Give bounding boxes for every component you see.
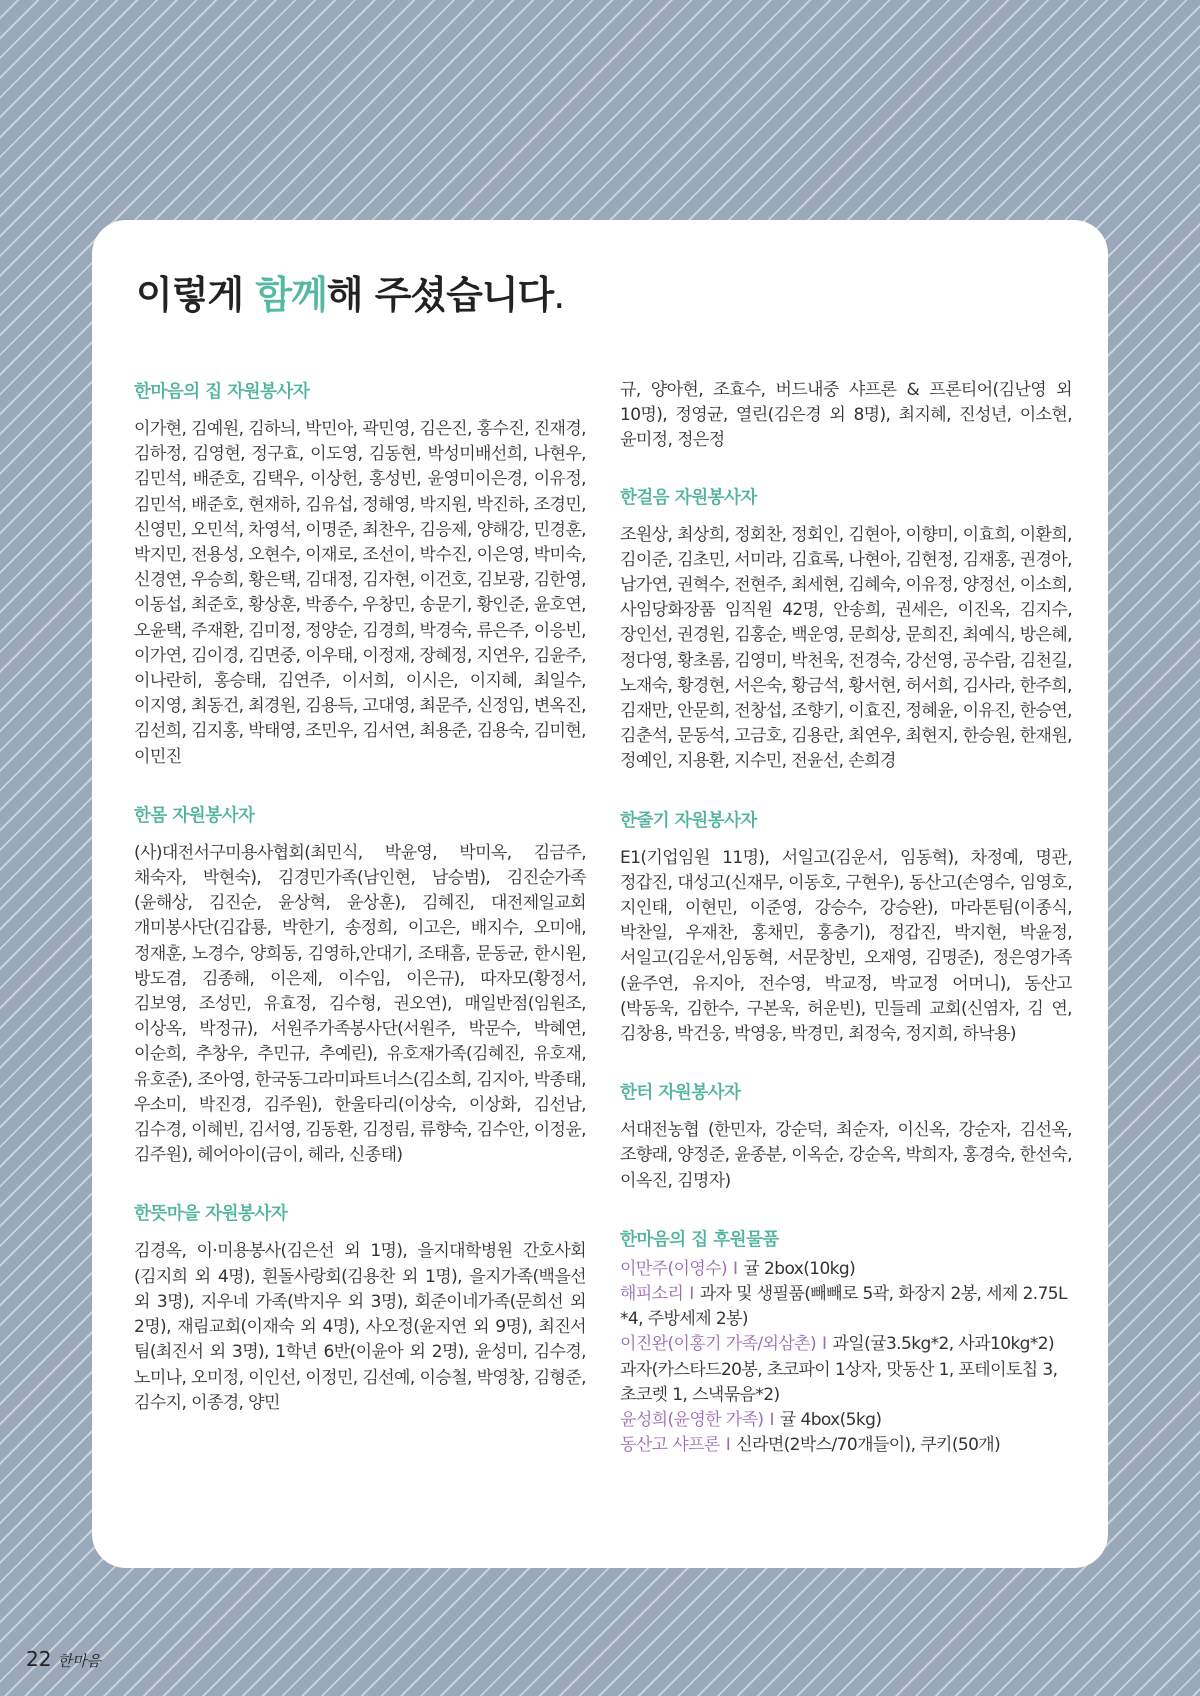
section-hangeoleum-volunteers (620, 484, 1072, 775)
content-card (92, 220, 1108, 1568)
section-continued (620, 378, 1072, 454)
separator: I (725, 1435, 731, 1456)
section-body: 규, 양아현, 조효수, 버드내중 샤프론 & 프론티어(김난영 외 10명), 정영균, 열린(김은경 외 8명), 최지혜, 진성년, 이소현, 윤미정, 정은정 (620, 380, 1072, 451)
donation-text: 과일(귤3.5kg*2, 사과10kg*2) 과자(카스타드20봉, 초코파이 1상자, 맛동산 1, 포테이토칩 3, 초코렛 1, 스낵묶음*2) (620, 1334, 1058, 1405)
section-title: 한걸음 자원봉사자 (620, 487, 757, 508)
donor-name: 이진완(이홍기 가족/외삼촌) (620, 1334, 817, 1355)
section-donations (620, 1226, 1072, 1459)
section-title: 한뜻마을 자원봉사자 (134, 1204, 288, 1225)
donor-name: 해피소리 (620, 1284, 684, 1305)
page-footer (26, 1647, 101, 1671)
title-post: 해 주셨습니다 (326, 273, 554, 317)
separator: I (733, 1258, 738, 1279)
right-column (620, 378, 1072, 1491)
magazine-logo: 한마음 (57, 1652, 101, 1670)
section-title: 한터 자원봉사자 (620, 1083, 741, 1104)
donation-item (620, 1332, 1072, 1408)
section-body: 조원상, 최상희, 정회찬, 정회인, 김현아, 이향미, 이효희, 이환희, 김이준, 김초민, 서미라, 김효록, 나현아, 김현정, 김재홍, 권경아, 남가연, 권혁수, 전현주, 최세현, 김혜숙, 이유정, 양정선, 이소희, 사임당화장품 임직원 42명, 안송희, 권세은, 이진옥, 김지수, 장인선, 권경원, 김홍순, 백운영, 문희상, 문희진, 최예식, 방은혜, 정다영, 황초롬, 김영미, 박천욱, 전경숙, 강선영, 공수람, 김천길, 노재숙, 황경현, 서은숙, 황금석, 황서현, 허서희, 김사라, 한주희, 김재만, 안문희, 전창섭, 조향기, 이효진, 정혜윤, 이유진, 한승연, 김춘석, 문동석, 고금호, 김용란, 최연우, 최현지, 한승원, 한재원, 정예인, 지용환, 지수민, 전윤선, 손희경 (620, 524, 1072, 772)
section-body: 서대전농협 (한민자, 강순덕, 최순자, 이신옥, 강순자, 김선옥, 조향래, 양정준, 윤종분, 이옥순, 강순옥, 박희자, 홍경숙, 한선숙, 이옥진, 김명자) (620, 1120, 1072, 1191)
separator: I (822, 1334, 827, 1355)
separator: I (769, 1410, 774, 1431)
section-body: 이가현, 김예원, 김하늬, 박민아, 곽민영, 김은진, 홍수진, 진재경, 김하정, 김영현, 정구효, 이도영, 김동현, 박성미배선희, 나현우, 김민석, 배준호, 김택우, 이상헌, 홍성빈, 윤영미이은경, 이유정, 김민석, 배준호, 현재하, 김유섭, 정해영, 박지원, 박진하, 조경민, 신영민, 오민석, 차영석, 이명준, 최찬우, 김응제, 양해강, 민경훈, 박지민, 전용성, 오현수, 이재로, 조선이, 박수진, 이은영, 박미숙, 신경연, 우승희, 황은택, 김대정, 김자현, 이건호, 김보광, 김한영, 이동섭, 최준호, 황상훈, 박종수, 우창민, 송문기, 황인준, 윤호연, 오윤택, 주재환, 김미정, 정양순, 김경희, 박경숙, 류은주, 이응빈, 이가연, 김이경, 김면중, 이우태, 이정재, 장혜정, 지연우, 김윤주, 이나란히, 홍승태, 김연주, 이서희, 이시은, 이지혜, 최일수, 이지영, 최동건, 최경원, 김용득, 고대영, 최문주, 신정임, 변옥진, 김선희, 김지홍, 박태영, 조민우, 김서연, 최용준, 김용숙, 김미현, 이민진 (134, 419, 586, 767)
section-title: 한마음의 집 자원봉사자 (134, 382, 310, 402)
donor-name: 윤성희(윤영한 가족) (620, 1410, 764, 1431)
title-highlight: 함께 (255, 273, 327, 317)
page-number: 22 (26, 1647, 52, 1671)
section-title: 한몸 자원봉사자 (134, 805, 255, 826)
section-hanteo-volunteers (620, 1079, 1072, 1194)
section-title: 한줄기 자원봉사자 (620, 810, 757, 831)
section-body: 김경옥, 이·미용봉사(김은선 외 1명), 을지대학병원 간호사회(김지희 외 4명), 흰돌사랑회(김용찬 외 1명), 을지가족(백을선 외 3명), 지우네 가족(박지우 외 3명), 회준이네가족(문희선 외 2명), 재림교회(이재숙 외 4명), 사오정(윤지연 외 9명), 최진서 팀(최진서 외 3명), 1학년 6반(이윤아 외 2명), 윤성미, 김수경, 노미나, 오미정, 이인선, 이정민, 김선예, 이승철, 박영창, 김형준, 김수지, 이종경, 양민 (134, 1241, 586, 1413)
donor-name: 동산고 샤프론 (620, 1435, 720, 1456)
section-hanmom-volunteers (134, 802, 586, 1169)
section-body: (사)대전서구미용사협회(최민식, 박윤영, 박미옥, 김금주, 채숙자, 박현숙), 김경민가족(남인현, 남승범), 김진순가족(윤해상, 김진순, 윤상혁, 윤상훈), 김혜진, 대전제일교회 개미봉사단(김갑룡, 박한기, 송정희, 이고은, 배지수, 오미애, 정재훈, 노경수, 양희동, 김영하,안대기, 조태흠, 문동균, 한시원, 방도겸, 김종해, 이은제, 이수임, 이은규), 따자모(황정서, 김보영, 조성민, 유효정, 김수형, 권오연), 매일반점(임원조, 이상옥, 박정규), 서원주가족봉사단(서원주, 박문수, 박혜연, 이순희, 추창우, 추민규, 추예린), 유호재가족(김혜진, 유호재, 유호준), 조아영, 한국동그라미파트너스(김소희, 김지아, 박종태, 우소미, 박진경, 김주원), 한울타리(이상숙, 이상화, 김선남, 김수경, 이혜빈, 김서영, 김동환, 김정림, 류향숙, 김수안, 이정윤, 김주원), 헤어아이(금이, 헤라, 신종태) (134, 842, 586, 1166)
section-hanjulgi-volunteers (620, 807, 1072, 1048)
donation-item (620, 1433, 1072, 1458)
title-dot: . (553, 273, 565, 317)
page-title (136, 264, 564, 319)
donation-text: 신라면(2박스/70개들이), 쿠키(50개) (736, 1435, 1001, 1456)
separator: I (689, 1284, 694, 1305)
section-hanmaeum-volunteers (134, 378, 586, 770)
donation-text: 귤 2box(10kg) (743, 1258, 856, 1279)
donor-name: 이만주(이영수) (620, 1258, 727, 1279)
donation-text: 과자 및 생필품(빼빼로 5곽, 화장지 2봉, 세제 2.75L *4, 주방세제 2봉) (620, 1284, 1067, 1330)
section-title: 한마음의 집 후원물품 (620, 1229, 779, 1250)
left-column (134, 378, 586, 1448)
donation-item (620, 1408, 1072, 1433)
donation-text: 귤 4box(5kg) (779, 1410, 882, 1431)
donation-item (620, 1282, 1072, 1332)
section-body: E1(기업임원 11명), 서일고(김운서, 임동혁), 차정예, 명관, 정갑진, 대성고(신재무, 이동호, 구현우), 동산고(손영수, 임영호, 지인태, 이현민, 이준영, 강승수, 강승완), 마라톤팀(이종식, 박찬일, 우재찬, 홍채민, 홍충기), 정갑진, 박지현, 박윤정, 서일고(김운서,임동혁, 서문창빈, 오재영, 김명준), 정은영가족(윤주연, 유지아, 전수영, 박교정, 박교정 어머니), 동산고(박동욱, 김한수, 구본욱, 허운빈), 민들레 교회(신염자, 김 연, 김창용, 박건웅, 박영웅, 박경민, 최정숙, 정지희, 하낙용) (620, 847, 1072, 1045)
section-hantteut-volunteers (134, 1200, 586, 1415)
donation-item (620, 1257, 1072, 1282)
title-pre: 이렇게 (136, 273, 256, 317)
